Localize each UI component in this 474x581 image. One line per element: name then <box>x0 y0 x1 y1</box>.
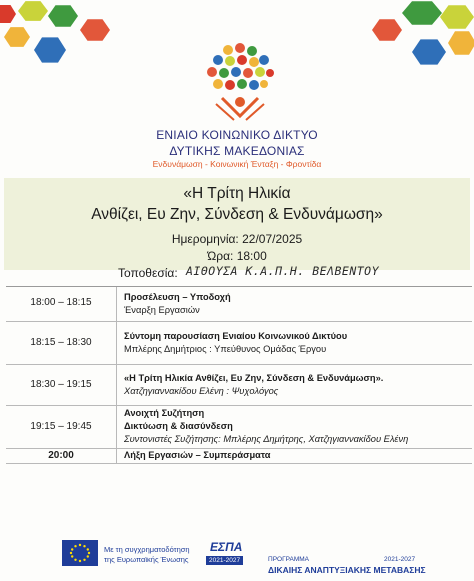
location-label: Τοποθεσία: <box>118 266 178 280</box>
espa-logo-years: 2021-2027 <box>206 556 243 565</box>
eu-flag-icon <box>62 540 98 566</box>
schedule-item-detail: Δικτύωση & διασύνδεση <box>124 421 233 431</box>
schedule-item-title: Ανοιχτή Συζήτηση <box>124 408 205 418</box>
schedule-time: 19:15 – 19:45 <box>30 421 92 432</box>
schedule-time: 18:15 – 18:30 <box>30 337 92 348</box>
event-title-line1: «Η Τρίτη Ηλικία <box>183 185 291 202</box>
event-date: Ημερομηνία: 22/07/2025 <box>171 232 303 246</box>
schedule-item-detail: Χατζηγιαννακίδου Ελένη : Ψυχολόγος <box>124 386 279 396</box>
schedule-time: 18:30 – 19:15 <box>30 379 92 390</box>
schedule-time: 18:00 – 18:15 <box>30 297 92 308</box>
eu-cofunding-line1: Με τη συγχρηματοδότηση <box>104 545 190 554</box>
schedule-item-title: Προσέλευση – Υποδοχή <box>124 292 231 302</box>
program-years: 2021-2027 <box>384 556 416 563</box>
network-logo <box>200 40 280 124</box>
schedule-row <box>6 287 472 322</box>
program-label: ΠΡΟΓΡΑΜΜΑ <box>268 556 310 563</box>
org-name-line1: ΕΝΙΑΙΟ ΚΟΙΝΩΝΙΚΟ ΔΙΚΤΥΟ <box>156 128 318 142</box>
schedule-item-moderators: Συντονιστές Συζήτησης: Μπλέρης Δημήτρης, Χατζηγιαννακίδου Ελένη <box>124 434 409 444</box>
event-title-line2: Ανθίζει, Ευ Ζην, Σύνδεση & Ενδυνάμωση» <box>91 206 383 223</box>
espa-logo-name: ΕΣΠΑ <box>210 540 243 554</box>
schedule-time: 20:00 <box>48 450 74 461</box>
schedule-item-title: «Η Τρίτη Ηλικία Ανθίζει, Ευ Ζην, Σύνδεση & Ενδυνάμωση». <box>124 373 384 383</box>
schedule-row <box>6 365 472 406</box>
schedule-item-detail: Έναρξη Εργασιών <box>124 305 200 315</box>
event-time: Ώρα: 18:00 <box>207 249 267 263</box>
schedule-item-title: Σύντομη παρουσίαση Ενιαίου Κοινωνικού Δικτύου <box>124 331 348 341</box>
eu-cofunding-text <box>104 545 190 565</box>
eu-cofunding-line2: της Ευρωπαϊκής Ένωσης <box>104 555 189 564</box>
org-tagline: Ενδυνάμωση - Κοινωνική Ένταξη - Φροντίδα <box>152 159 322 169</box>
schedule-row <box>6 322 472 365</box>
schedule-table <box>6 286 472 464</box>
program-name: ΔΙΚΑΙΗΣ ΑΝΑΠΤΥΞΙΑΚΗΣ ΜΕΤΑΒΑΣΗΣ <box>268 565 426 575</box>
location-value-handwritten: ΑΙΘΟΥΣΑ Κ.Α.Π.Η. ΒΕΛΒΕΝΤΟΥ <box>186 264 380 278</box>
schedule-row <box>6 449 472 464</box>
org-name-line2: ΔΥΤΙΚΗΣ ΜΑΚΕΔΟΝΙΑΣ <box>169 144 305 158</box>
schedule-row <box>6 406 472 449</box>
schedule-item-detail: Μπλέρης Δημήτριος : Υπεύθυνος Ομάδας Έργου <box>124 344 327 354</box>
schedule-item-title: Λήξη Εργασιών – Συμπεράσματα <box>124 450 271 460</box>
